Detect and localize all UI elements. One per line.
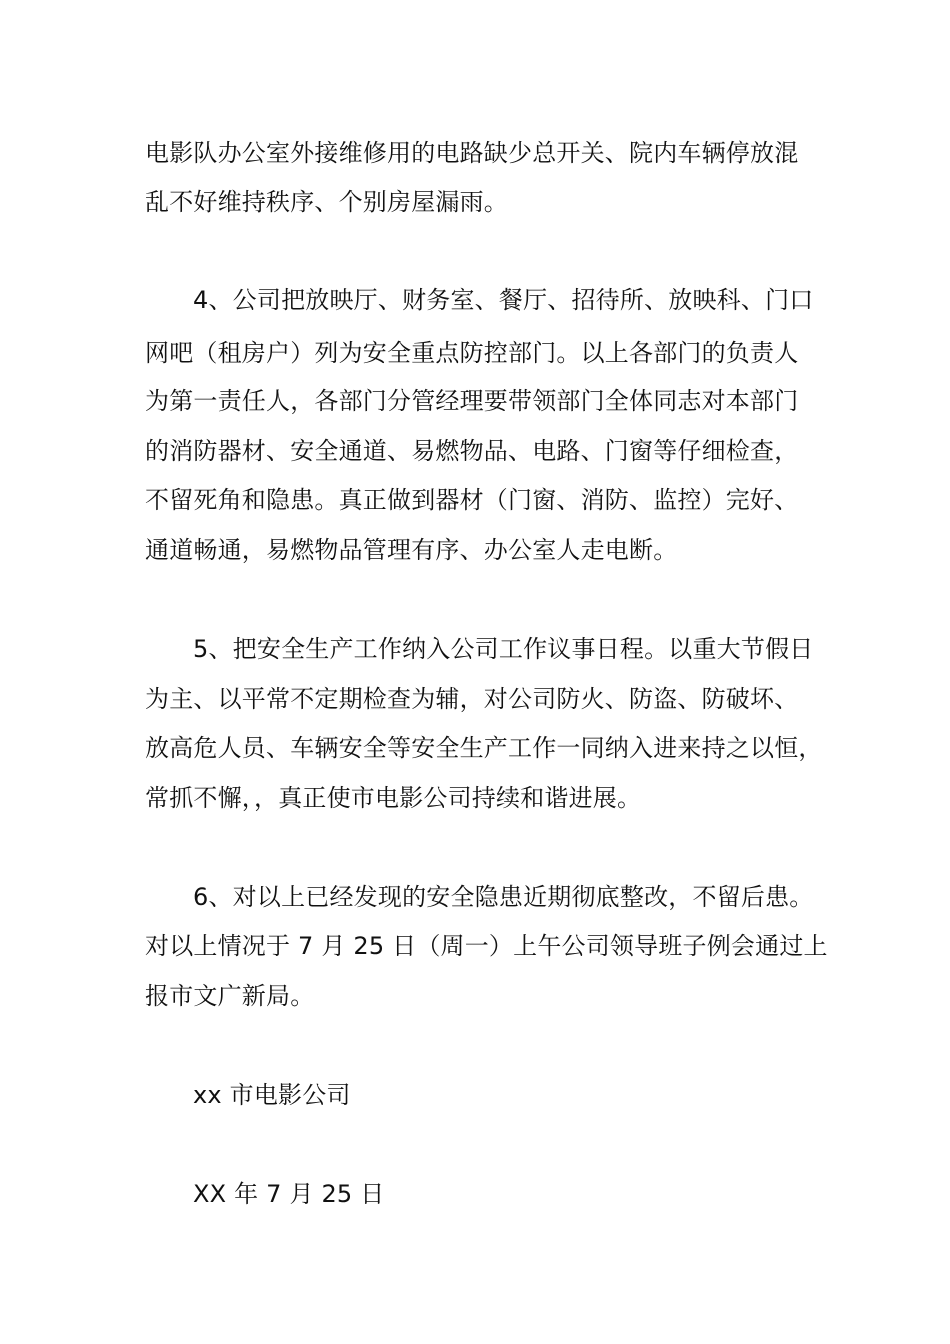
paragraph-2-line-1: 4、公司把放映厅、财务室、餐厅、招待所、放映科、门口	[193, 286, 814, 314]
paragraph-1-line-2: 乱不好维持秩序、个别房屋漏雨。	[145, 188, 508, 216]
signature-organization: xx 市电影公司	[193, 1081, 351, 1109]
paragraph-1-line-1: 电影队办公室外接维修用的电路缺少总开关、院内车辆停放混	[145, 139, 799, 167]
signature-date: XX 年 7 月 25 日	[193, 1180, 385, 1208]
paragraph-2-line-4: 的消防器材、安全通道、易燃物品、电路、门窗等仔细检查，	[145, 437, 799, 465]
paragraph-3-line-2: 为主、以平常不定期检查为辅，对公司防火、防盗、防破坏、	[145, 685, 799, 713]
paragraph-2-line-2: 网吧（租房户）列为安全重点防控部门。以上各部门的负责人	[145, 339, 799, 367]
paragraph-2-line-5: 不留死角和隐患。真正做到器材（门窗、消防、监控）完好、	[145, 486, 799, 514]
paragraph-2-line-6: 通道畅通，易燃物品管理有序、办公室人走电断。	[145, 536, 678, 564]
paragraph-2-line-3: 为第一责任人，各部门分管经理要带领部门全体同志对本部门	[145, 387, 799, 415]
paragraph-3-line-3: 放高危人员、车辆安全等安全生产工作一同纳入进来持之以恒，	[145, 734, 823, 762]
paragraph-4-line-3: 报市文广新局。	[145, 982, 315, 1010]
paragraph-4-line-2: 对以上情况于 7 月 25 日（周一）上午公司领导班子例会通过上	[145, 932, 828, 960]
paragraph-3-line-1: 5、把安全生产工作纳入公司工作议事日程。以重大节假日	[193, 635, 814, 663]
paragraph-4-line-1: 6、对以上已经发现的安全隐患近期彻底整改，不留后患。	[193, 883, 814, 911]
paragraph-3-line-4: 常抓不懈，，真正使市电影公司持续和谐进展。	[145, 784, 642, 812]
